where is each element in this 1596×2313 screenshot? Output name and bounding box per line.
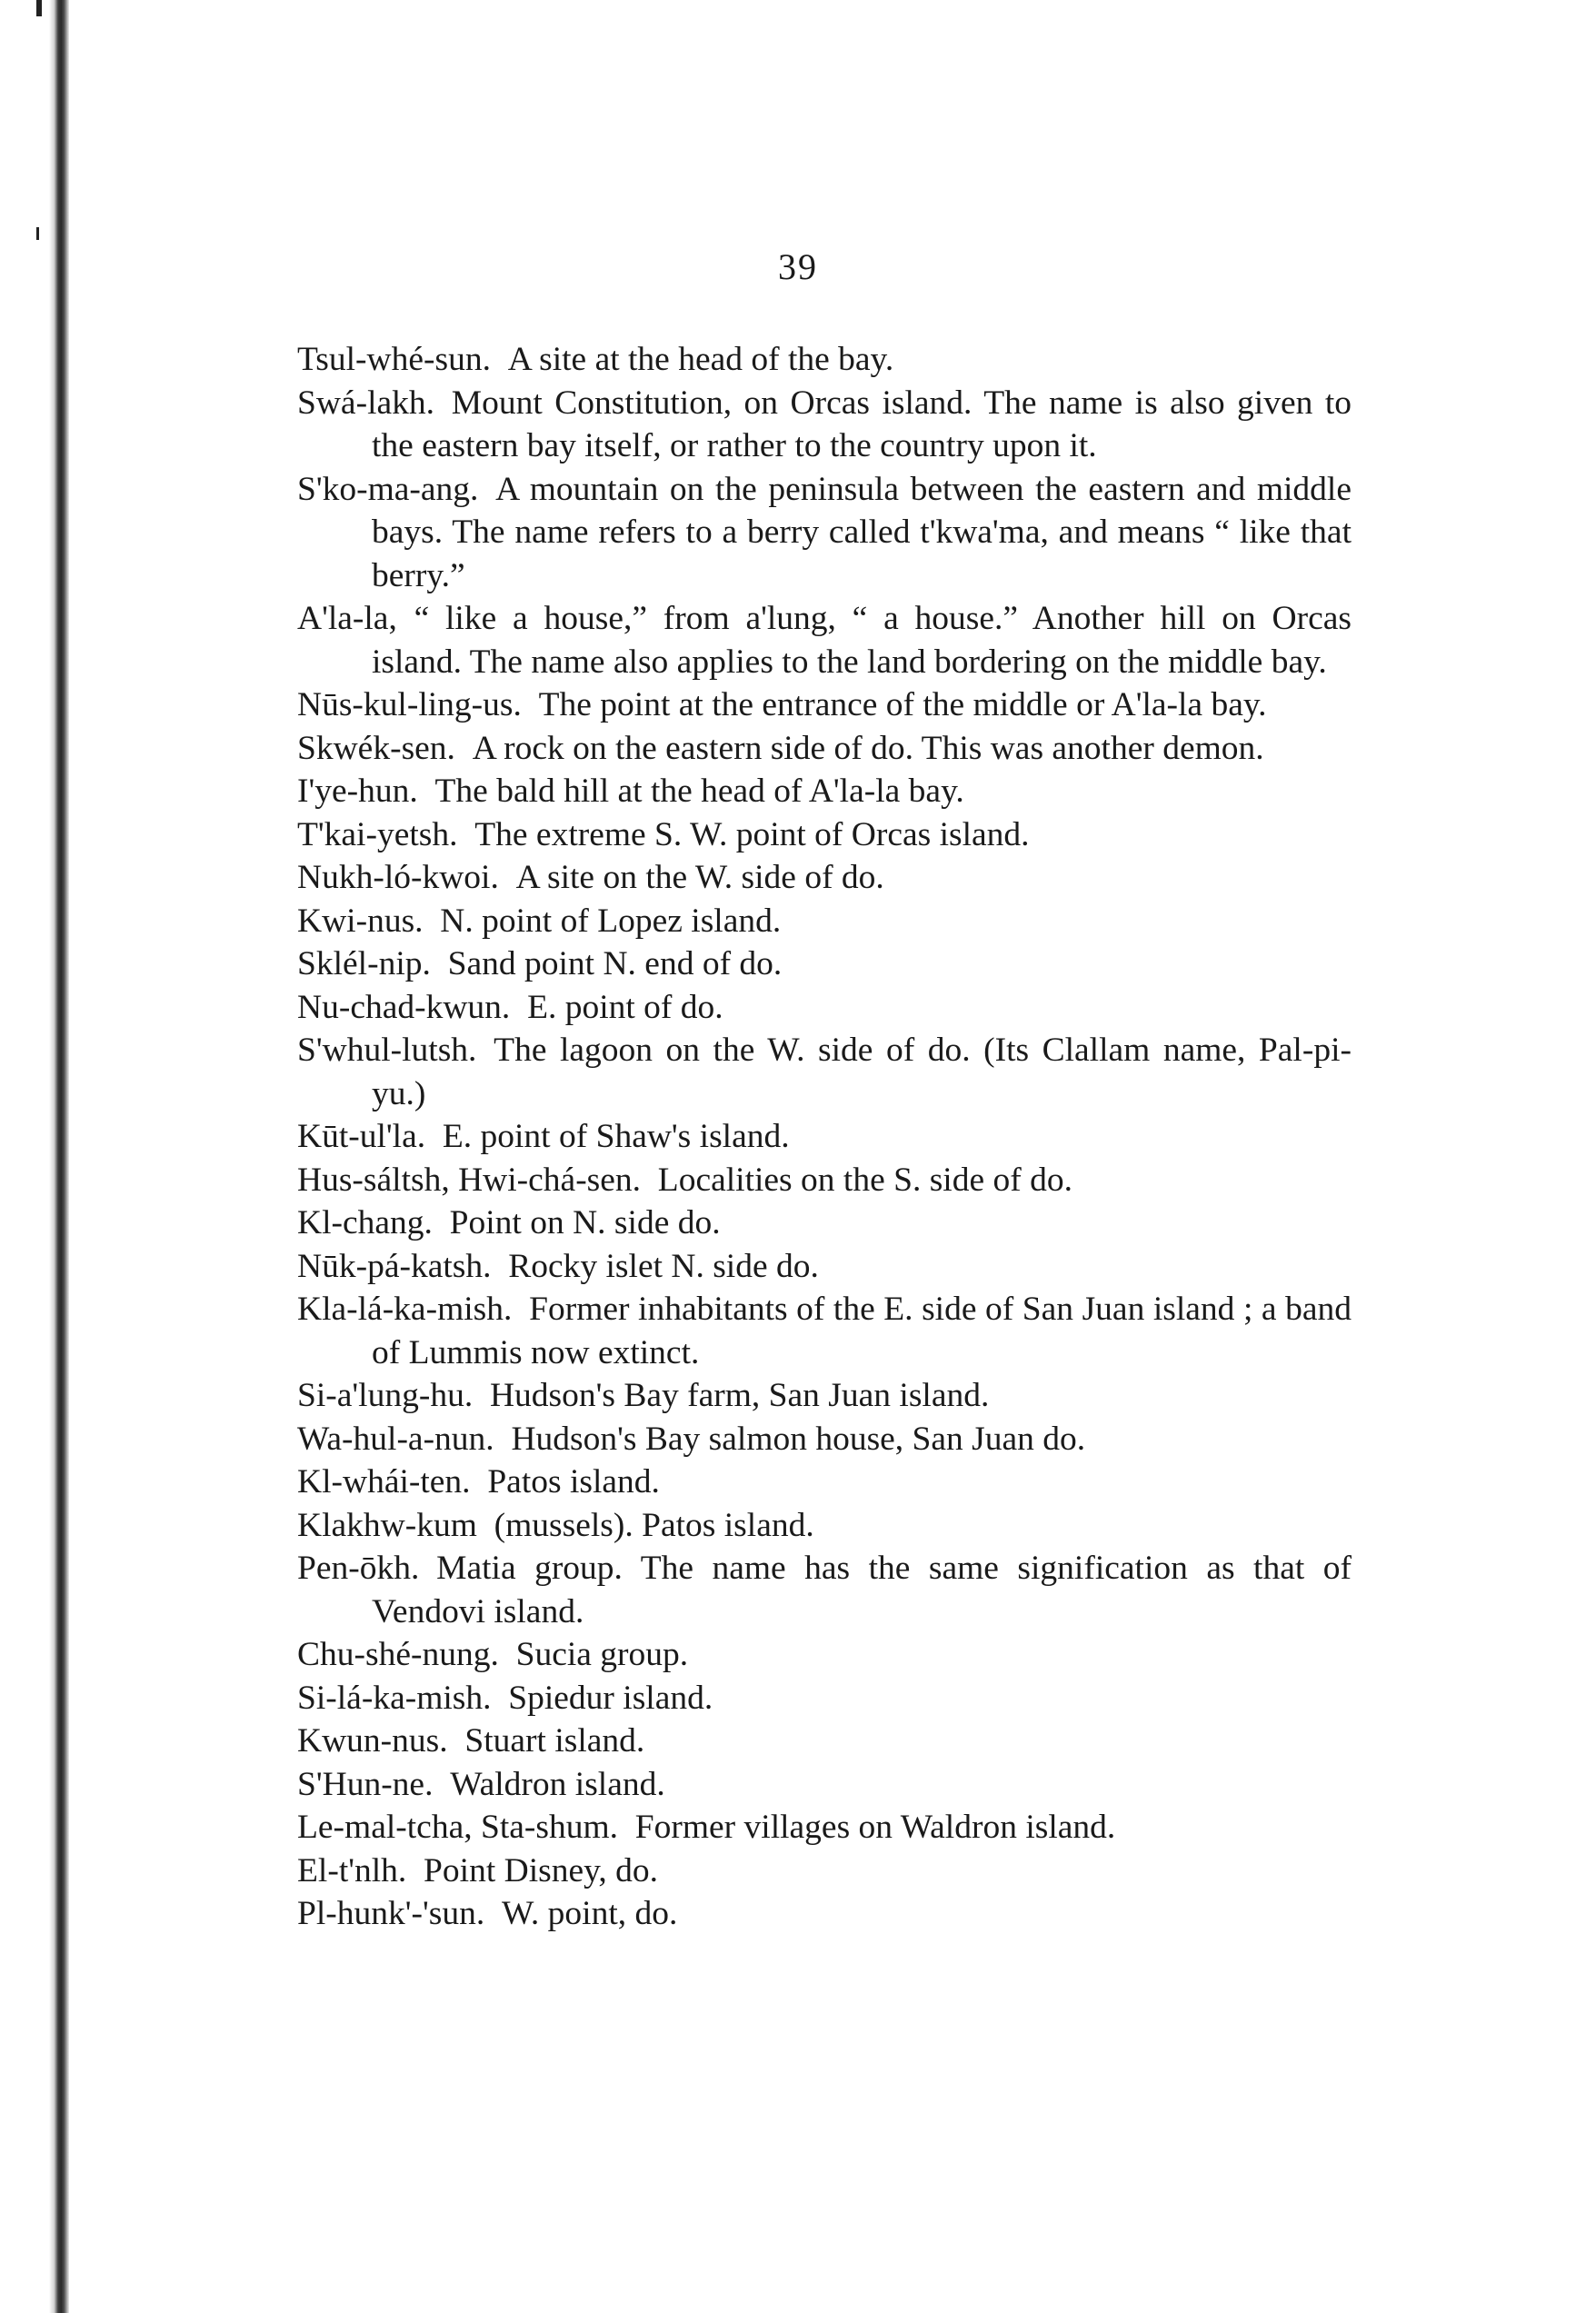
place-name-entry	[297, 1677, 1352, 1720]
entry-description: Sand point N. end of do.	[447, 945, 783, 982]
place-name-entry	[297, 1461, 1352, 1504]
entry-description: Hudson's Bay salmon house, San Juan do.	[511, 1420, 1086, 1458]
entry-term: Nukh-ló-kwoi.	[297, 859, 499, 896]
entry-term: T'kai-yetsh.	[297, 815, 458, 853]
place-name-entry	[297, 770, 1352, 813]
entry-term: Pl-hunk'-'sun.	[297, 1895, 485, 1932]
place-name-entry	[297, 382, 1352, 468]
entry-term: Chu-shé-nung.	[297, 1636, 499, 1673]
binding-mark	[36, 0, 42, 16]
entry-description: Point Disney, do.	[424, 1851, 659, 1889]
entry-description: Former inhabitants of the E. side of San Juan island ; a band of Lummis now extinct.	[372, 1291, 1352, 1371]
entry-description: Stuart island.	[464, 1722, 645, 1760]
place-name-entry	[297, 1763, 1352, 1807]
place-name-entry	[297, 1633, 1352, 1677]
entry-description: “ like a house,” from a'lung, “ a house.” Another hill on Orcas island. The name also applies to the land bordering on the middle bay.	[372, 600, 1352, 681]
entry-description: N. point of Lopez island.	[440, 902, 782, 940]
entry-description: Patos island.	[487, 1463, 660, 1500]
entry-description: A site at the head of the bay.	[507, 341, 894, 378]
place-name-entry	[297, 856, 1352, 900]
entry-description: Hudson's Bay farm, San Juan island.	[489, 1377, 990, 1414]
place-name-entry	[297, 1245, 1352, 1289]
place-name-entry	[297, 1892, 1352, 1936]
place-name-entry	[297, 1806, 1352, 1849]
entry-description: Mount Constitution, on Orcas island. The name is also given to the eastern bay itself, or rather to the country upon it.	[372, 384, 1352, 464]
entry-term: Wa-hul-a-nun.	[297, 1420, 494, 1458]
place-name-entry	[297, 338, 1352, 382]
entry-term: El-t'nlh.	[297, 1851, 407, 1889]
entry-description: The extreme S. W. point of Orcas island.	[474, 815, 1030, 853]
place-name-entry	[297, 942, 1352, 986]
entry-description: Former villages on Waldron island.	[634, 1809, 1116, 1846]
entry-description: A rock on the eastern side of do. This was another demon.	[472, 729, 1264, 767]
entry-description: Localities on the S. side of do.	[657, 1161, 1072, 1199]
entry-description: Waldron island.	[450, 1765, 665, 1803]
place-name-entry	[297, 900, 1352, 943]
entry-term: S'Hun-ne.	[297, 1765, 434, 1803]
entry-description: A site on the W. side of do.	[515, 859, 884, 896]
place-name-entry	[297, 597, 1352, 683]
entry-term: Kl-whái-ten.	[297, 1463, 471, 1500]
place-name-entry	[297, 1115, 1352, 1159]
entry-description: The lagoon on the W. side of do. (Its Clallam name, Pal-pi-yu.)	[372, 1032, 1352, 1112]
place-name-entry	[297, 813, 1352, 857]
entry-term: Si-lá-ka-mish.	[297, 1679, 492, 1717]
place-name-entry	[297, 683, 1352, 727]
entry-term: Nūs-kul-ling-us.	[297, 686, 522, 723]
place-name-entry	[297, 986, 1352, 1030]
entry-term: Skwék-sen.	[297, 729, 455, 767]
place-name-entry	[297, 1029, 1352, 1115]
page-binding-edge	[49, 0, 69, 2313]
entry-term: Kwun-nus.	[297, 1722, 448, 1760]
entry-term: Kl-chang.	[297, 1204, 433, 1241]
entry-term: Pen-ōkh.	[297, 1550, 420, 1587]
entry-term: S'whul-lutsh.	[297, 1032, 477, 1069]
entry-term: Swá-lakh.	[297, 384, 435, 422]
place-name-entry	[297, 1159, 1352, 1202]
entry-description: The point at the entrance of the middle or A'la-la bay.	[538, 686, 1267, 723]
entry-description: Spiedur island.	[508, 1679, 713, 1717]
entry-term: I'ye-hun.	[297, 773, 418, 810]
entry-term: Nūk-pá-katsh.	[297, 1247, 492, 1285]
gazetteer-entries	[297, 338, 1352, 1936]
entry-term: A'la-la,	[297, 600, 397, 637]
place-name-entry	[297, 1374, 1352, 1418]
entry-term: Kwi-nus.	[297, 902, 424, 940]
place-name-entry	[297, 1504, 1352, 1548]
entry-term: Kla-lá-ka-mish.	[297, 1291, 513, 1328]
place-name-entry	[297, 727, 1352, 771]
entry-description: W. point, do.	[501, 1895, 678, 1932]
place-name-entry	[297, 468, 1352, 598]
entry-description: Rocky islet N. side do.	[508, 1247, 819, 1285]
entry-term: Kūt-ul'la.	[297, 1118, 426, 1155]
place-name-entry	[297, 1418, 1352, 1461]
place-name-entry	[297, 1849, 1352, 1893]
entry-description: Matia group. The name has the same signification as that of Vendovi island.	[372, 1550, 1352, 1630]
entry-description: E. point of Shaw's island.	[442, 1118, 790, 1155]
entry-description: E. point of do.	[527, 988, 723, 1026]
entry-description: Point on N. side do.	[449, 1204, 721, 1241]
entry-term: Sklél-nip.	[297, 945, 431, 982]
place-name-entry	[297, 1547, 1352, 1633]
entry-description: (mussels). Patos island.	[494, 1506, 814, 1544]
entry-term: Hus-sáltsh, Hwi-chá-sen.	[297, 1161, 642, 1199]
entry-term: Nu-chad-kwun.	[297, 988, 511, 1026]
entry-description: Sucia group.	[515, 1636, 689, 1673]
entry-description: A mountain on the peninsula between the eastern and middle bays. The name refers to a berry called t'kwa'ma, and means “ like that berry.”	[372, 470, 1352, 594]
entry-term: Klakhw-kum	[297, 1506, 477, 1544]
place-name-entry	[297, 1288, 1352, 1374]
page-number: 39	[778, 246, 818, 287]
place-name-entry	[297, 1720, 1352, 1763]
place-name-entry	[297, 1201, 1352, 1245]
entry-term: Tsul-whé-sun.	[297, 341, 491, 378]
entry-term: S'ko-ma-ang.	[297, 470, 479, 508]
entry-term: Le-mal-tcha, Sta-shum.	[297, 1809, 619, 1846]
entry-term: Si-a'lung-hu.	[297, 1377, 474, 1414]
entry-description: The bald hill at the head of A'la-la bay.	[434, 773, 964, 810]
binding-mark	[36, 227, 39, 240]
